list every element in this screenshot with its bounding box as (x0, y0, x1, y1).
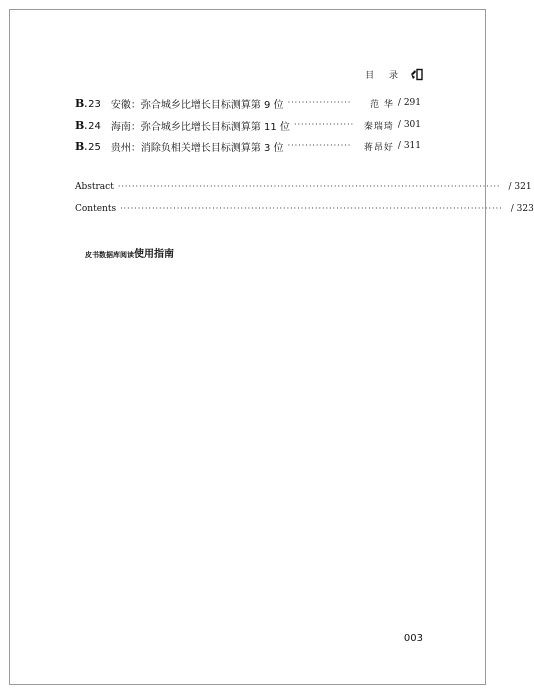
entry-title: Abstract (75, 182, 114, 192)
code-prefix: B (75, 118, 85, 132)
entry-author: 范 华 (370, 99, 394, 110)
code-number: 25 (88, 141, 101, 153)
running-header (365, 68, 423, 81)
entry-code (75, 119, 111, 132)
page-number: 003 (403, 633, 423, 644)
entry-title: Contents (75, 204, 117, 214)
entry-title: 安徽：弥合城乡比增长目标测算第 9 位 (110, 99, 284, 111)
code-number: 24 (88, 120, 101, 132)
entry-page-number: / 291 (397, 98, 421, 108)
code-dot: . (84, 120, 88, 131)
dot-leader: ············································································································ (120, 204, 503, 213)
code-prefix: B (75, 139, 85, 153)
dot-leader: ·················· (287, 98, 352, 107)
guide-small-text: 皮书数据库阅读 (85, 250, 134, 259)
entry-page-number: / 323 (510, 204, 534, 214)
book-corner-icon (410, 68, 423, 81)
code-dot: . (84, 98, 88, 109)
entry-author: 蒋昂好 (363, 142, 394, 153)
entry-page-number: / 321 (508, 182, 532, 192)
toc-entry-b25[interactable] (75, 139, 421, 153)
toc-entry-abstract[interactable] (75, 180, 532, 194)
dot-leader: ·················· (287, 141, 352, 150)
section-title: 目 录 (365, 71, 404, 81)
toc-entry-b24[interactable] (75, 118, 421, 132)
entry-code (75, 140, 111, 153)
entry-page-number: / 311 (397, 141, 421, 151)
dot-leader: ················· (293, 120, 355, 129)
entry-title: 贵州：消除负相关增长目标测算第 3 位 (110, 142, 284, 154)
dot-leader: ············································································································ (117, 182, 501, 191)
code-prefix: B (75, 96, 85, 110)
database-guide-link[interactable] (85, 245, 174, 260)
entry-code (75, 97, 111, 110)
toc-entry-contents[interactable] (75, 202, 534, 216)
toc-entry-b23[interactable] (75, 96, 421, 110)
entry-page-number: / 301 (397, 120, 421, 130)
code-dot: . (84, 141, 88, 152)
entry-title: 海南：弥合城乡比增长目标测算第 11 位 (110, 121, 290, 133)
code-number: 23 (88, 98, 101, 110)
guide-large-text: 使用指南 (134, 249, 174, 260)
entry-author: 秦瑞琦 (363, 121, 394, 132)
